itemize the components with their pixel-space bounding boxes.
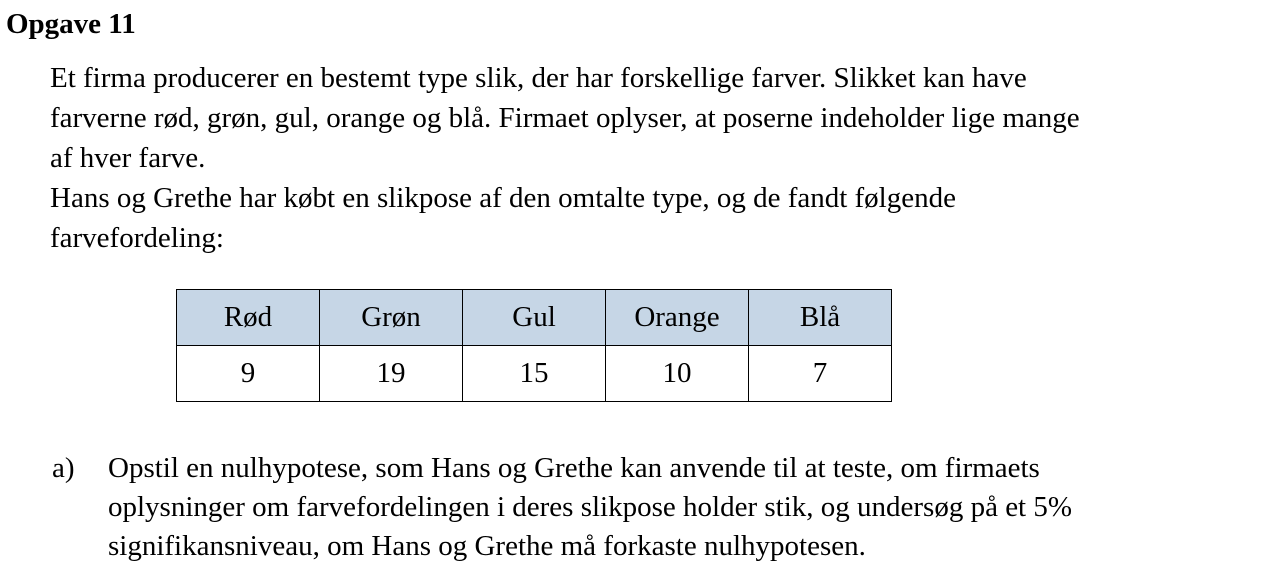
table-header-row [177, 290, 892, 346]
value-cell-gul: 15 [463, 346, 606, 402]
text-line: Et firma producerer en bestemt type slik, der har forskellige farver. Slikket kan have [50, 62, 1027, 94]
text-line: Opstil en nulhypotese, som Hans og Grethe kan anvende til at teste, om firmaets [108, 452, 1040, 484]
header-cell-bla: Blå [749, 290, 892, 346]
value-cell-bla: 7 [749, 346, 892, 402]
header-cell-orange: Orange [606, 290, 749, 346]
question-a-label: a) [52, 452, 75, 484]
header-cell-rod: Rød [177, 290, 320, 346]
intro-paragraph-2 [50, 178, 1260, 258]
intro-paragraph-1 [50, 58, 1260, 178]
text-line: Hans og Grethe har købt en slikpose af den omtalte type, og de fandt følgende [50, 182, 956, 214]
text-line: oplysninger om farvefordelingen i deres slikpose holder stik, og undersøg på et 5% [108, 491, 1073, 523]
value-cell-orange: 10 [606, 346, 749, 402]
value-cell-rod: 9 [177, 346, 320, 402]
table-row [177, 346, 892, 402]
color-distribution-table-wrapper [176, 289, 892, 402]
text-line: signifikansniveau, om Hans og Grethe må forkaste nulhypotesen. [108, 530, 866, 562]
value-cell-gron: 19 [320, 346, 463, 402]
color-distribution-table [176, 289, 892, 402]
header-cell-gul: Gul [463, 290, 606, 346]
header-cell-gron: Grøn [320, 290, 463, 346]
exercise-title: Opgave 11 [6, 8, 136, 40]
text-line: farvefordeling: [50, 222, 224, 254]
text-line: af hver farve. [50, 142, 206, 174]
intro-text [50, 58, 1260, 258]
question-a [52, 449, 1252, 566]
text-line: farverne rød, grøn, gul, orange og blå. Firmaet oplyser, at poserne indeholder lige mange [50, 102, 1080, 134]
question-a-text [108, 449, 1072, 566]
